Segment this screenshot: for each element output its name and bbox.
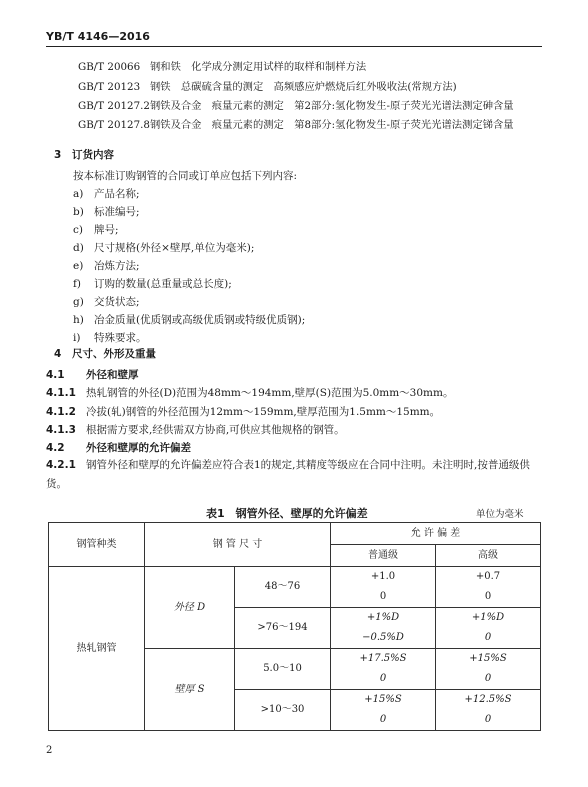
tolerance-high: [436, 608, 541, 649]
clause-4-1-3: [46, 422, 345, 437]
lower-deviation: 0: [379, 673, 387, 684]
list-text: 牌号;: [94, 224, 119, 236]
reference-line: [78, 78, 457, 93]
section-title: 尺寸、外形及重量: [72, 348, 156, 360]
section-4-heading: [54, 346, 156, 361]
upper-deviation: +1%D: [471, 612, 505, 623]
reference-title: 钢铁及合金 痕量元素的测定 第2部分:氢化物发生-原子荧光光谱法测定砷含量: [150, 100, 514, 112]
tolerance-normal: [331, 690, 436, 731]
header-normal: 普通级: [331, 545, 436, 567]
list-text: 冶炼方法;: [94, 260, 140, 272]
lower-deviation: 0: [484, 673, 492, 684]
section-3-intro: 按本标准订购钢管的合同或订单应包括下列内容:: [73, 170, 298, 182]
tolerance-normal: [331, 567, 436, 608]
list-item: [73, 186, 140, 201]
list-marker: g): [73, 296, 84, 308]
list-marker: c): [73, 224, 83, 236]
clause-number: 4.1.3: [46, 424, 76, 436]
list-marker: a): [73, 188, 84, 200]
header-rule: [46, 46, 542, 47]
lower-deviation: 0: [484, 714, 492, 725]
reference-title: 钢和铁 化学成分测定用试样的取样和制样方法: [150, 61, 367, 73]
size-range: >76～194: [235, 608, 331, 649]
lower-deviation: −0.5%D: [362, 632, 404, 643]
clause-number: 4.1: [46, 369, 65, 381]
clause-4-1-2: [46, 404, 440, 419]
list-item: [73, 330, 147, 345]
upper-deviation: +0.7: [475, 571, 501, 582]
reference-line: [78, 97, 514, 112]
list-text: 产品名称;: [94, 188, 140, 200]
clause-text: 根据需方要求,经供需双方协商,可供应其他规格的钢管。: [86, 424, 345, 436]
list-item: [73, 222, 119, 237]
list-marker: e): [73, 260, 84, 272]
header-tolerance: 允 许 偏 差: [331, 523, 541, 545]
tolerance-high: [436, 649, 541, 690]
clause-4-2-heading: [46, 440, 191, 455]
clause-4-1-1: [46, 385, 453, 400]
table-header-row: [49, 523, 541, 545]
lower-deviation: 0: [379, 591, 387, 602]
list-text: 标准编号;: [94, 206, 140, 218]
list-item: [73, 240, 254, 255]
list-text: 冶金质量(优质钢或高级优质钢或特级优质钢);: [94, 314, 306, 326]
list-text: 特殊要求。: [94, 332, 147, 344]
section-number: 3: [54, 149, 62, 161]
upper-deviation: +15%S: [364, 694, 402, 705]
group-outer-diameter: 外径 D: [145, 567, 235, 649]
clause-number: 4.2.1: [46, 459, 76, 471]
upper-deviation: +12.5%S: [464, 694, 512, 705]
list-item: [73, 258, 140, 273]
reference-code: GB/T 20127.2: [78, 100, 150, 112]
header-size: 钢 管 尺 寸: [145, 523, 331, 567]
list-marker: f): [73, 278, 81, 290]
tolerance-normal: [331, 608, 436, 649]
list-marker: b): [73, 206, 84, 218]
list-text: 订购的数量(总重量或总长度);: [94, 278, 232, 290]
reference-line: [78, 116, 514, 131]
list-item: [73, 294, 140, 309]
upper-deviation: +1.0: [370, 571, 396, 582]
tolerance-normal: [331, 649, 436, 690]
section-title: 订货内容: [72, 149, 114, 161]
clause-number: 4.1.2: [46, 406, 76, 418]
page-number: 2: [46, 745, 53, 756]
group-wall-thickness: 壁厚 S: [145, 649, 235, 731]
clause-title: 外径和壁厚的允许偏差: [86, 442, 191, 454]
section-number: 4: [54, 348, 62, 360]
list-item: [73, 204, 140, 219]
clause-title: 外径和壁厚: [86, 369, 139, 381]
reference-code: GB/T 20066: [78, 61, 141, 73]
tolerance-table: [48, 522, 541, 731]
lower-deviation: 0: [484, 632, 492, 643]
header-type: 钢管种类: [49, 523, 145, 567]
clause-text: 冷拔(轧)钢管的外径范围为12mm～159mm,壁厚范围为1.5mm～15mm。: [86, 406, 441, 418]
lower-deviation: 0: [379, 714, 387, 725]
list-marker: i): [73, 332, 81, 344]
list-item: [73, 312, 305, 327]
reference-line: [78, 58, 366, 73]
size-range: 48～76: [235, 567, 331, 608]
reference-title: 钢铁及合金 痕量元素的测定 第8部分:氢化物发生-原子荧光光谱法测定锑含量: [150, 119, 514, 131]
table-row: [49, 567, 541, 608]
clause-4-1-heading: [46, 367, 139, 382]
clause-4-2-1: [46, 456, 542, 494]
clause-number: 4.2: [46, 442, 65, 454]
tolerance-high: [436, 690, 541, 731]
list-text: 尺寸规格(外径×壁厚,单位为毫米);: [94, 242, 255, 254]
tolerance-high: [436, 567, 541, 608]
upper-deviation: +1%D: [366, 612, 400, 623]
clause-text: 钢管外径和壁厚的允许偏差应符合表1的规定,其精度等级应在合同中注明。未注明时,按普通级供货。: [46, 459, 530, 490]
table-unit: 单位为毫米: [476, 509, 524, 520]
upper-deviation: +15%S: [469, 653, 507, 664]
reference-code: GB/T 20123: [78, 81, 141, 93]
size-range: 5.0～10: [235, 649, 331, 690]
list-item: [73, 276, 232, 291]
table-title: 表1 钢管外径、壁厚的允许偏差: [206, 507, 368, 520]
list-text: 交货状态;: [94, 296, 140, 308]
reference-code: GB/T 20127.8: [78, 119, 150, 131]
steel-pipe-type: 热轧钢管: [49, 567, 145, 731]
section-3-heading: [54, 147, 114, 162]
clause-number: 4.1.1: [46, 387, 76, 399]
reference-title: 钢铁 总碳硫含量的测定 高频感应炉燃烧后红外吸收法(常规方法): [150, 81, 457, 93]
list-marker: d): [73, 242, 84, 254]
clause-text: 热轧钢管的外径(D)范围为48mm～194mm,壁厚(S)范围为5.0mm～30mm。: [86, 387, 454, 399]
list-marker: h): [73, 314, 84, 326]
size-range: >10～30: [235, 690, 331, 731]
standard-code-header: YB/T 4146—2016: [46, 30, 150, 43]
upper-deviation: +17.5%S: [359, 653, 407, 664]
header-high: 高级: [436, 545, 541, 567]
lower-deviation: 0: [484, 591, 492, 602]
